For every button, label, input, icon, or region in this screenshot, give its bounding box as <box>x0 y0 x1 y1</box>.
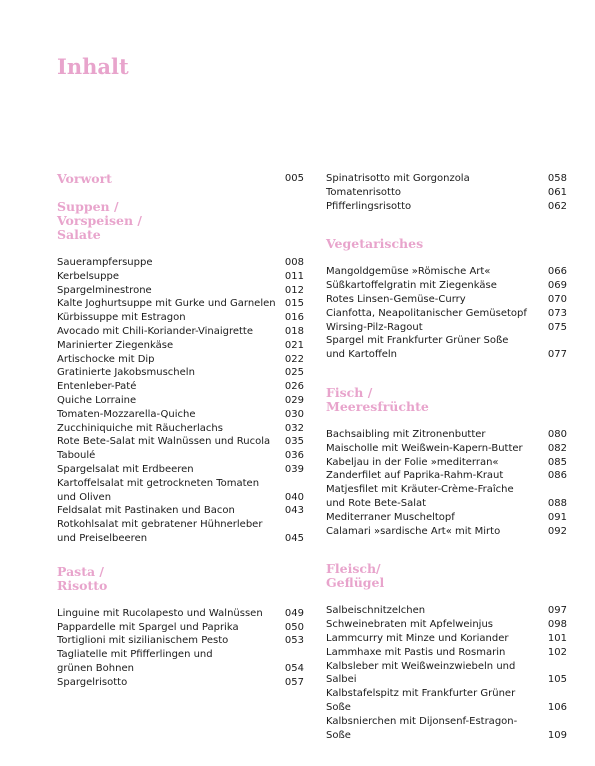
toc-entry[interactable] <box>57 394 304 408</box>
page-number: 043 <box>284 505 304 517</box>
section-heading: Vegetarisches <box>326 236 424 252</box>
page-number: 016 <box>284 312 304 324</box>
page-number: 015 <box>284 298 304 310</box>
entry-title: Sauerampfersuppe <box>57 257 153 268</box>
page-number: 061 <box>547 186 567 198</box>
entry-title: Salbeischnitzelchen <box>326 605 426 617</box>
page-number: 070 <box>547 293 567 305</box>
entry-title: Kerbelsuppe <box>57 270 119 282</box>
entry-title: Rote Bete-Salat mit Walnüssen und Rucola <box>57 436 271 448</box>
entry-title: Maischolle mit Weißwein-Kapern-Butter <box>326 442 523 454</box>
page-number: 053 <box>284 635 304 647</box>
toc-entry[interactable] <box>326 200 567 214</box>
entry-title: Kalbsleber mit Weißweinzwiebeln und Salbei <box>326 660 516 686</box>
toc-entry[interactable] <box>57 435 304 449</box>
toc-section <box>57 565 304 709</box>
page-title: Inhalt <box>57 54 129 79</box>
page-number: 050 <box>284 621 304 633</box>
entry-title: Rotkohlsalat mit gebratener Hühnerleber und Preiselbeeren <box>57 519 263 544</box>
toc-entry[interactable] <box>57 408 304 422</box>
entry-title: Süßkartoffelgratin mit Ziegenkäse <box>326 280 497 292</box>
page-number: 011 <box>284 270 304 282</box>
toc-section <box>326 562 567 766</box>
page-number: 088 <box>547 497 567 509</box>
entry-title: Spinatrisotto mit Gorgonzola <box>326 173 470 184</box>
page-number: 109 <box>547 729 567 741</box>
entry-title: Feldsalat mit Pastinaken und Bacon <box>57 505 235 517</box>
toc-entry[interactable] <box>326 525 567 539</box>
entry-title: Pfifferlingsrisotto <box>326 200 412 212</box>
entry-title: Matjesfilet mit Kräuter-Crème-Fraîche und Rote Bete-Salat <box>326 484 514 509</box>
toc-entry[interactable] <box>57 284 304 298</box>
toc-entry[interactable] <box>57 297 304 311</box>
entry-title: Pappardelle mit Spargel und Paprika <box>57 621 239 633</box>
toc-entry[interactable] <box>326 279 567 293</box>
entry-title: Mangoldgemüse »Römische Art« <box>326 266 491 278</box>
entry-title: Mediterraner Muscheltopf <box>326 511 455 523</box>
page-number: 080 <box>547 428 567 440</box>
entry-title: Spargelrisotto <box>57 676 128 688</box>
page-number: 075 <box>547 321 567 333</box>
page-number: 105 <box>547 674 567 686</box>
toc-entry[interactable] <box>57 366 304 380</box>
toc-entry[interactable] <box>326 469 567 483</box>
entry-title: Gratinierte Jakobsmuscheln <box>57 367 195 379</box>
page-number: 069 <box>547 280 567 292</box>
page-number: 025 <box>284 367 304 379</box>
toc-entry[interactable] <box>326 715 567 743</box>
page-number: 030 <box>284 408 304 420</box>
page-number: 021 <box>284 339 304 351</box>
entry-title: Spargelminestrone <box>57 284 152 296</box>
toc-entry[interactable] <box>57 648 304 676</box>
entry-title: Taboulé <box>57 450 96 462</box>
toc-entry[interactable] <box>326 186 567 200</box>
entry-title: Kürbissuppe mit Estragon <box>57 312 186 324</box>
toc-entry[interactable] <box>326 321 567 335</box>
entry-title: Lammhaxe mit Pastis und Rosmarin <box>326 646 506 658</box>
entry-title: Kalbstafelspitz mit Frankfurter Grüner Soße <box>326 688 516 713</box>
entry-title: Kabeljau in der Folie »mediterran« <box>326 456 499 468</box>
toc-entry-vorwort[interactable] <box>57 172 304 186</box>
section-heading: Pasta / Risotto <box>57 563 108 593</box>
toc-section <box>57 200 304 565</box>
page-number: 012 <box>284 284 304 296</box>
entry-title: Calamari »sardische Art« mit Mirto <box>326 525 501 537</box>
entry-title: Kalte Joghurtsuppe mit Gurke und Garnelen <box>57 298 276 310</box>
entry-title: Spargel mit Frankfurter Grüner Soße und Kartoffeln <box>326 335 509 361</box>
entry-title: Tortiglioni mit sizilianischem Pesto <box>57 635 229 647</box>
entry-title: Rotes Linsen-Gemüse-Curry <box>326 293 466 305</box>
page-number: 106 <box>547 701 567 713</box>
entry-title: Zanderfilet auf Paprika-Rahm-Kraut <box>326 470 504 482</box>
page-number: 054 <box>284 662 304 674</box>
page-number: 058 <box>547 173 567 184</box>
page-number: 049 <box>284 607 304 619</box>
page-number: 077 <box>547 349 567 361</box>
entry-title: Zucchiniquiche mit Räucherlachs <box>57 422 223 434</box>
page-number: 066 <box>547 266 567 278</box>
toc-section <box>326 386 567 562</box>
page-number: 073 <box>547 307 567 319</box>
page-number: 085 <box>547 456 567 468</box>
page-number: 032 <box>284 422 304 434</box>
entry-title: Kartoffelsalat mit getrockneten Tomaten und Oliven <box>57 477 260 503</box>
toc-entry[interactable] <box>57 380 304 394</box>
toc-entry[interactable] <box>57 607 304 621</box>
toc-entry[interactable] <box>326 428 567 442</box>
toc-entry[interactable] <box>57 311 304 325</box>
entry-title: Cianfotta, Neapolitanischer Gemüsetopf <box>326 307 527 319</box>
section-heading: Vorwort <box>57 171 112 186</box>
entry-title: Kalbsnierchen mit Dijonsenf-Estragon-Soße <box>326 715 518 741</box>
toc-entry[interactable] <box>326 293 567 307</box>
toc-entry[interactable] <box>57 463 304 477</box>
toc-entry[interactable] <box>326 265 567 279</box>
entry-title: Tagliatelle mit Pfifferlingen und grünen Bohnen <box>57 649 213 674</box>
entry-title: Wirsing-Pilz-Ragout <box>326 321 423 333</box>
page-number: 101 <box>547 632 567 644</box>
page-number: 036 <box>284 450 304 462</box>
toc-left-column <box>57 172 304 709</box>
page-number: 035 <box>284 436 304 448</box>
toc-entry[interactable] <box>57 270 304 284</box>
toc-entry[interactable] <box>326 483 567 511</box>
toc-entry[interactable] <box>57 422 304 436</box>
page-number: 005 <box>284 173 304 185</box>
entry-title: Quiche Lorraine <box>57 394 137 406</box>
entry-title: Marinierter Ziegenkäse <box>57 339 174 351</box>
page-number: 091 <box>547 511 567 523</box>
entry-title: Linguine mit Rucolapesto und Walnüssen <box>57 607 263 619</box>
toc-entry[interactable] <box>326 604 567 618</box>
toc-entry[interactable] <box>326 632 567 646</box>
toc-entry[interactable] <box>326 646 567 660</box>
section-heading: Suppen / Vorspeisen / Salate <box>57 199 142 242</box>
page-number: 008 <box>284 257 304 268</box>
page-number: 098 <box>547 619 567 631</box>
toc-entry[interactable] <box>326 456 567 470</box>
page-number: 102 <box>547 646 567 658</box>
toc-section <box>326 237 567 386</box>
toc-entry[interactable] <box>57 676 304 690</box>
page-number: 092 <box>547 525 567 537</box>
section-heading: Fleisch/ Geflügel <box>326 561 385 591</box>
toc-entry[interactable] <box>326 660 567 688</box>
page-number: 026 <box>284 381 304 393</box>
entry-title: Schweinebraten mit Apfelweinjus <box>326 619 493 631</box>
toc-entry[interactable] <box>57 339 304 353</box>
toc-section-vorwort <box>57 172 304 200</box>
entry-title: Tomaten-Mozzarella-Quiche <box>57 408 196 420</box>
toc-entry[interactable] <box>326 687 567 715</box>
page-number: 057 <box>284 676 304 688</box>
toc-entry[interactable] <box>57 256 304 270</box>
page-number: 039 <box>284 463 304 475</box>
toc-entry[interactable] <box>57 325 304 339</box>
toc-entry[interactable] <box>326 511 567 525</box>
toc-entry[interactable] <box>57 518 304 546</box>
toc-entry[interactable] <box>326 172 567 186</box>
toc-entry[interactable] <box>326 307 567 321</box>
entry-title: Tomatenrisotto <box>326 186 401 198</box>
entry-title: Lammcurry mit Minze und Koriander <box>326 632 509 644</box>
toc-entry[interactable] <box>57 634 304 648</box>
toc-entry[interactable] <box>326 334 567 362</box>
page-number: 082 <box>547 442 567 454</box>
toc-entry[interactable] <box>326 618 567 632</box>
section-heading: Fisch / Meeresfrüchte <box>326 384 429 414</box>
page-number: 086 <box>547 470 567 482</box>
page-number: 097 <box>547 605 567 617</box>
toc-entry[interactable] <box>326 442 567 456</box>
page-number: 040 <box>284 491 304 503</box>
entry-title: Avocado mit Chili-Koriander-Vinaigrette <box>57 325 254 337</box>
toc-entry[interactable] <box>57 621 304 635</box>
entry-title: Spargelsalat mit Erdbeeren <box>57 463 194 475</box>
page-number: 029 <box>284 394 304 406</box>
entry-title: Entenleber-Paté <box>57 381 137 393</box>
toc-entry[interactable] <box>57 353 304 367</box>
toc-right-column <box>326 172 567 766</box>
entry-title: Bachsaibling mit Zitronenbutter <box>326 428 486 440</box>
entry-title: Artischocke mit Dip <box>57 353 155 365</box>
page-number: 018 <box>284 325 304 337</box>
toc-entry[interactable] <box>57 449 304 463</box>
page-number: 022 <box>284 353 304 365</box>
toc-entry[interactable] <box>57 504 304 518</box>
page-number: 045 <box>284 532 304 544</box>
toc-entry[interactable] <box>57 477 304 505</box>
toc-section <box>326 172 567 237</box>
page-number: 062 <box>547 200 567 212</box>
